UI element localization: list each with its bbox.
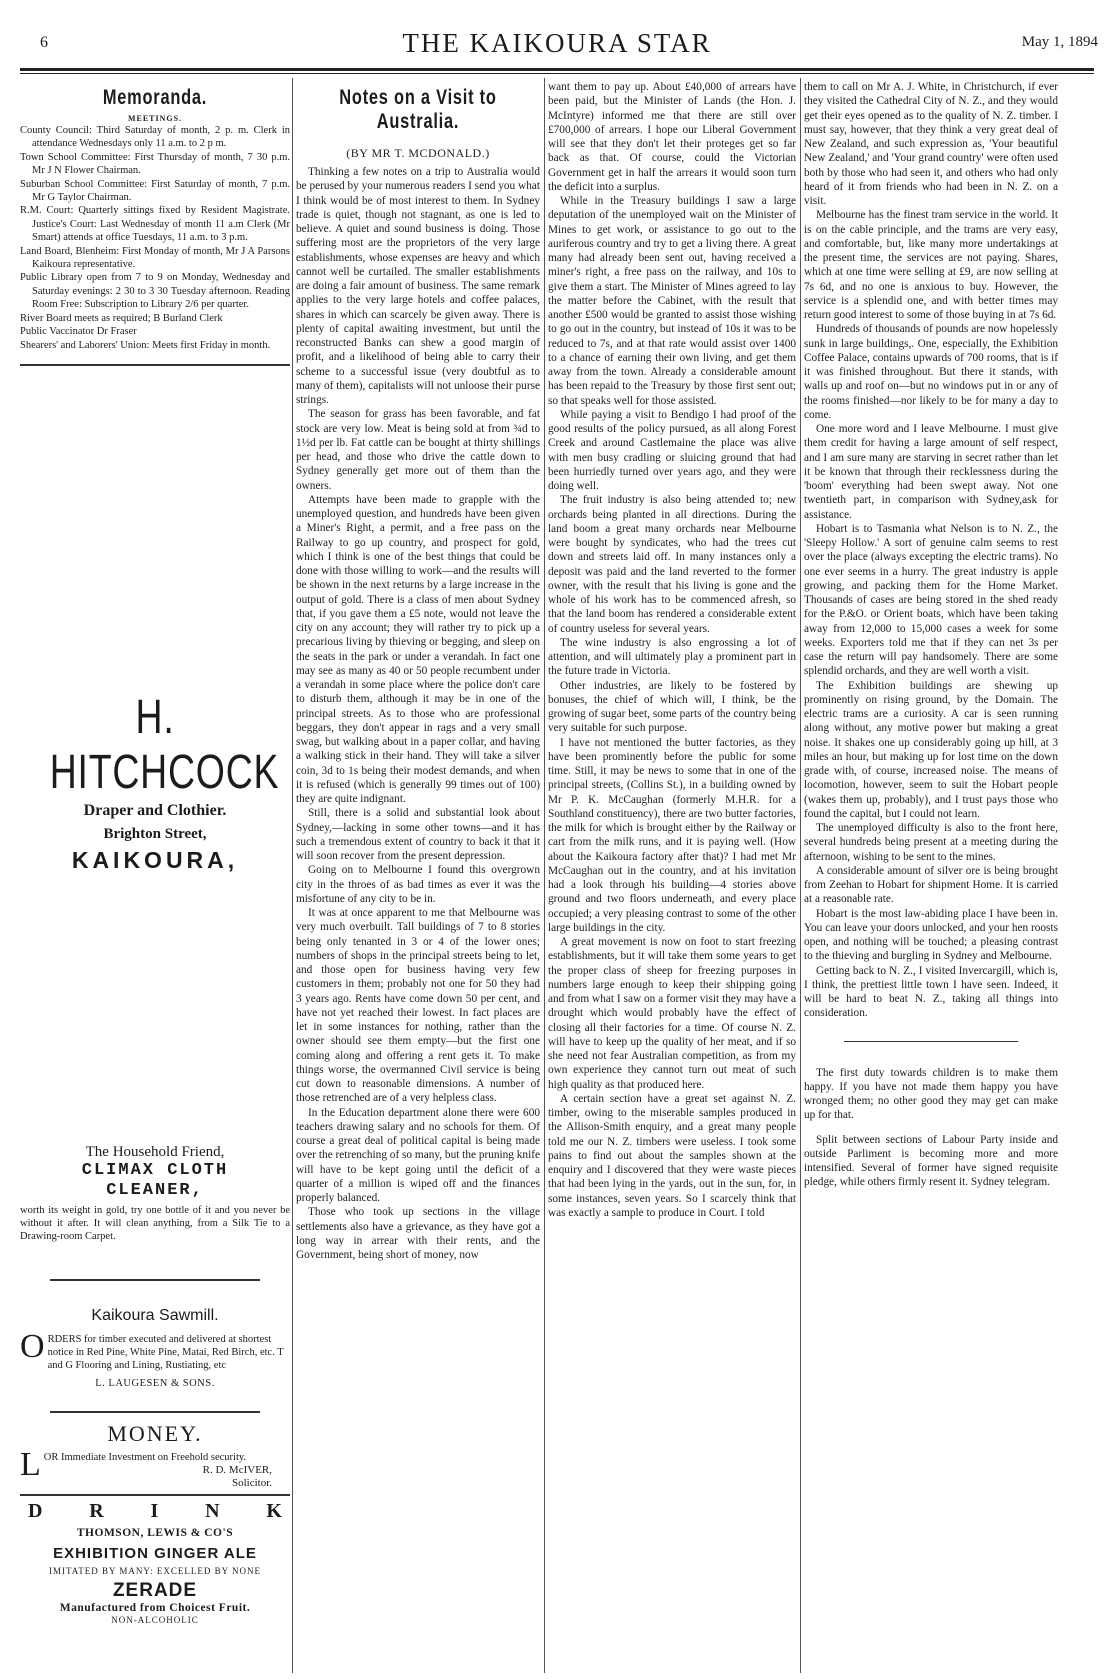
newspaper-title: THE KAIKOURA STAR [402, 28, 712, 58]
article-paragraph: Still, there is a solid and substantial look about Sydney,—lacking in some other towns—and it has such a tremendous extent of country to back it that it will soon recover from the present depression. [296, 807, 540, 862]
article-paragraph: A certain section have a great set against N. Z. timber, owing to the miserable samples produced in the Allison-Smith enquiry, and a great many people told me our N. Z. timbers were useless. I took some pains to find out about the samples shown at the enquiry and I discovered that they were waste pieces that had been lying in the yards, out in the sun, for, in some instances, seven years. So I scarcely think that was exactly a sample to produce in Court. I told [548, 1092, 796, 1219]
drink-note: NON-ALCOHOLIC [111, 1614, 199, 1625]
article-paragraph: A great movement is now on foot to start freezing establishments, but it will take them some years to get the proper class of sheep for freezing purposes in numbers large enough to keep their shipping going and from what I saw on a former visit they may have a drought which would probably have the effect of closing all their factories for a time. Of course N. Z. will have to keep up the quality of her meat, and if so she need not fear Australian competition, as from my own experience they cannot turn out meat of such high quality as that produced here. [548, 936, 796, 1091]
article-paragraph: Hundreds of thousands of pounds are now hopelessly sunk in large buildings,. One, especially, the Exhibition Coffee Palace, contains upwards of 700 rooms, that is if it was finished throughout. But there it stands, with walls up and roof on—but no windows put in or any of the rooms finished—nor likely to be for many a day to come. [804, 323, 1058, 421]
climax-name-line1: CLIMAX CLOTH [81, 1160, 229, 1180]
column-divider [544, 78, 545, 1673]
drink-tagline: IMITATED BY MANY: EXCELLED BY NONE [48, 1565, 262, 1576]
article-paragraph: Getting back to N. Z., I visited Invercargill, which is, I think, the prettiest little town I have seen. Indeed, it will be hard to beat N. Z., taking all things into consideration. [804, 964, 1058, 1020]
sawmill-dropcap: O [20, 1327, 45, 1365]
climax-description: worth its weight in gold, try one bottle of it and you never be without it after. It will clean anything, from a Silk Tie to a Drawing-room Carpet. [20, 1204, 290, 1242]
article-paragraph: The fruit industry is also being attended to; new orchards being planted in all directions. During the land boom a great many orchards near Melbourne were bought by syndicates, who had the trees cut down and streets laid off. In many instances only a deposit was paid and the land reverted to the former owner, with the result that his living is gone and the whole of his work has to be commenced afresh, so that the land boom has rendered a considerable extent of country useless for several years. [548, 494, 796, 635]
article-paragraph: Those who took up sections in the village settlements also have a grievance, as they have got a long way in arrear with their rents, and the Government, being short of money, now [296, 1206, 540, 1261]
sawmill-signature: L. LAUGESEN & SONS. [95, 1377, 215, 1389]
money-name: R. D. McIVER, [202, 1463, 272, 1476]
column-4 [804, 80, 1058, 1675]
article-body-col2 [296, 165, 540, 1262]
memo-entry: Public Vaccinator Dr Fraser [20, 326, 137, 338]
article-paragraph: The Exhibition buildings are shewing up prominently on rising ground, by the Domain. The electric trams are a curiosity. A car is seen running along without, any motive power but making a great noise. It shakes one up considerably going up hill, at 3 miles an hour, but making up for lost time on the down grade with, of course, increased noise. The means of locomotion, however, seem to suit the Hobart people (wakes them up, probably), and I trust pays those who found the capital, but I could not learn. [804, 679, 1058, 820]
article-paragraph: A considerable amount of silver ore is being brought from Zeehan to Hobart for shipment Home. It is carried at a reasonable rate. [804, 864, 1058, 906]
column-divider [800, 78, 801, 1673]
article-paragraph: One more word and I leave Melbourne. I must give them credit for having a large amount of self respect, and I am sure many are starving in secret rather than let it be known that through their recklessness during the 'boom' everything had been swept away. Not one twentieth part, in comparison with Sydney,ask for assistance. [804, 423, 1058, 521]
sawmill-text [20, 1327, 290, 1372]
article-title: Notes on a Visit to Australia. [339, 86, 497, 133]
sawmill-body: RDERS for timber executed and delivered at shortest notice in Red Pine, White Pine, Matai, Red Birch, etc. T and G Flooring and Lining, Rustiating, etc [47, 1333, 284, 1371]
drink-letter: N [205, 1499, 220, 1522]
memoranda-list [20, 124, 290, 352]
news-paragraph: Split between sections of Labour Party inside and outside Parliment is becoming more and more intensified. Several of former have signed requisite pledge, while others firmly resent it. Sydney telegram. [804, 1133, 1058, 1189]
memo-entry: Public Library open from 7 to 9 on Monday, Wednesday and Saturday evenings: 2 30 to 3 30 Tuesday afternoon. Reading Room Free: Subscription to Library 2/6 per quarter. [20, 272, 290, 311]
column-divider [292, 78, 293, 1673]
news-items [804, 1066, 1058, 1190]
memo-entry: R.M. Court: Quarterly sittings fixed by Resident Magistrate. Justice's Court: Last Wednesday of month 11 a.m Clerk (Mr Smart) attends at office Tuesdays, 11 a.m. to 3 p.m. [20, 205, 290, 244]
sawmill-heading: Kaikoura Sawmill. [91, 1306, 219, 1324]
column-1 [20, 80, 290, 1675]
article-body-col3 [548, 80, 796, 1220]
article-paragraph: Going on to Melbourne I found this overgrown city in the throes of as bad times as ever it was the misfortune of any city to be in. [296, 864, 540, 905]
meetings-subheading: MEETINGS. [127, 114, 183, 123]
article-paragraph: Attempts have been made to grapple with the unemployed question, and hundreds have been given a Miner's Right, a permit, and a free pass on the Railway to go up country, and prospect for gold, which I think is one of the best things that could be done with those willing to work—and the results will be shown in the next returns by a large increase in the output of gold. There is a class of men about Sydney that, if you gave them a £5 note, would not leave the city on any account; they will rather try to pick up a precarious living by thieving or begging, and sleep on the seats in the park or under a verandah. In fact one may see as many as 40 or 50 people recumbent under a verandah in some place where the police don't care to disturb them, although it may be in one of the principal streets. As to those who are professional beggars, they don't appear in rags and a very small swag, but walking about in a paper collar, and having a walking stick in their hand. They will take a silver coin, 3d to 1s being their modest demands, and when it is refused (which is generally 99 times out of 100) they are quite indignant. [296, 493, 540, 805]
article-paragraph: The season for grass has been favorable, and fat stock are very low. Meat is being sold at from ¾d to 1½d per lb. Fat cattle can be bought at thirty shillings per head, and those who drive the cattle down to Sydney generally get more out of them than the owners. [296, 408, 540, 492]
drink-maker: THOMSON, LEWIS & CO'S [76, 1526, 234, 1539]
article-paragraph: want them to pay up. About £40,000 of arrears have been paid, but the Minister of Lands (the Hon. J. McIntyre) informed me that there are still over £700,000 of arrears. I hope our Liberal Government will see that they don't let their proteges get so far back as that. Of course, could the Victorian Government get in half the arrears it would soon turn the deficit into a surplus. [548, 81, 796, 193]
climax-name-line2: CLEANER, [106, 1180, 204, 1200]
memo-entry: Shearers' and Laborers' Union: Meets first Friday in month. [20, 339, 271, 351]
article-paragraph: Other industries, are likely to be fostered by bonuses, the chief of which will, I think, be the growing of sugar beet, some parts of the country being very suitable for such purpose. [548, 679, 796, 735]
drink-product: EXHIBITION GINGER ALE [53, 1544, 257, 1562]
drink-banner [20, 1496, 290, 1523]
money-dropcap: L [20, 1445, 41, 1483]
article-paragraph: While paying a visit to Bendigo I had proof of the good results of the policy pursued, as all along Forest Creek and around Castlemaine the place was alive with men busy cradling or sluicing ground that had been hurriedly turned over years ago, and they were doing well. [548, 408, 796, 492]
drink-letter: K [266, 1499, 282, 1522]
page-number: 6 [40, 34, 48, 51]
article-paragraph: Thinking a few notes on a trip to Australia would be perused by your numerous readers I send you what I think would be of most interest to them. In Sydney trade is quiet, though not stagnant, as one is led to believe. A quiet and sound business is doing. Those suffering most are the proprietors of the very large establishments, whose expenses are heavy and which cannot well be curtailed. The smaller establishments are doing a fair amount of business. The same remark applies to the very large hotels and coffee palaces, shares in which can scarcely be given away. There is plenty of capital awaiting investment, but until the reconstructed Banks can shew a good margin of profit, and a likelihood of being able to carry their scheme to a successful issue (very doubtful as to many of them), capitalists will not unloose their purse strings. [296, 166, 540, 406]
hitchcock-town: KAIKOURA, [71, 846, 239, 873]
article-byline: (BY MR T. MCDONALD.) [346, 146, 490, 160]
money-role: Solicitor. [231, 1476, 272, 1489]
blank-space [20, 366, 290, 686]
hitchcock-name: H. HITCHCOCK [49, 690, 280, 799]
section-rule [844, 1041, 1018, 1042]
section-rule [50, 1411, 260, 1413]
article-paragraph: It was at once apparent to me that Melbourne was very much overbuilt. Tall buildings of 7 to 8 stories being only tenanted in 3 or 4 of the lower ones; numbers of shops in the principal streets being to let, and those open for business having very few customers in them; probably not one for 50 they had 3 years ago. Rents have come down 50 per cent, and have not yet reached their lowest. In fact places are let in some instances for nothing, rather than the owner should see them empty—but the first one coming along and offering a rent gets it. To make things worse, the overmanned Civil service is being cut down to reasonable dimensions. A number of those retrenched are of a very helpless class. [296, 907, 540, 1105]
memo-entry: Suburban School Committee: First Saturday of month, 7 p.m. Mr G Taylor Chairman. [20, 178, 290, 204]
article-paragraph: Hobart is the most law-abiding place I have been in. You can leave your doors unlocked, and your hen roosts open, and nothing will be touched; a pleasing contrast to the thieving and burgling in Sydney and Melbourne. [804, 907, 1058, 963]
memo-entry: Land Board, Blenheim: First Monday of month, Mr J A Parsons Kaikoura representative. [20, 245, 290, 271]
drink-letter: D [28, 1499, 43, 1522]
masthead-rule-thin [20, 73, 1094, 74]
article-paragraph: In the Education department alone there were 600 teachers drawing salary and no schools for them. Of course a great deal of political capital is being made over the retrenching of so many, but the pruning knife will have to be kept going until the deficit of a quarter of a million is wiped off and the finances properly balanced. [296, 1106, 540, 1204]
memo-entry: County Council: Third Saturday of month, 2 p. m. Clerk in attendance Wednesdays only 11 a.m. to 2 p m. [20, 125, 290, 150]
memoranda-heading: Memoranda. [102, 86, 208, 109]
drink-letter: R [89, 1499, 104, 1522]
article-paragraph: Hobart is to Tasmania what Nelson is to N. Z., the 'Sleepy Hollow.' A sort of genuine calm seems to rest over the place (always excepting the electric trams). No one ever seems in a hurry. The great industry is apple growing, and packing them for the Home Market. Thousands of cases are being stored in the shed ready for the P.&O. or Orient boats, which have been taking away from 12,000 to 15,000 cases a week for some weeks. Exporters told me that if they can net 3s per case the return will pay handsomely. There are some splendid orchards, and they are well worth a visit. [804, 522, 1058, 678]
masthead-rule [20, 68, 1094, 71]
money-body: OR Immediate Investment on Freehold security. [43, 1451, 247, 1463]
column-2 [296, 80, 540, 1675]
climax-intro: The Household Friend, [85, 1143, 225, 1160]
blank-space [20, 874, 290, 1144]
article-body-col4 [804, 80, 1058, 1021]
article-paragraph: Melbourne has the finest tram service in the world. It is on the cable principle, and the trams are very easy, and comfortable, but, like many more undertakings at the present time, the services are not paying. Shares, which at one time were selling at £9, are now selling at 7s 6d, and no one is anxious to buy. However, the service is a splendid one, and with better times may return good interest to some of those buying in at 7s 6d. [804, 209, 1058, 321]
drink-letter: I [150, 1499, 159, 1522]
article-paragraph: I have not mentioned the butter factories, as they have been prominently before the public for some time. Still, it may be news to some that in one of the principal streets, (Collins St.), in a building owned by Mr P. K. McCaughan (formerly M.H.R. for a Southland constituency), there are two butter factories, the milk for which is brought either by the Railway or cart from the milk runs, and it is paying well. (How about the Kaikoura factory after that)? I had met Mr McCaughan out in the country, and at his invitation had a look through his building—4 stories above ground and two floors underneath, and every place occupied; a very pleasing contrast to some of the other large buildings in the city. [548, 736, 796, 934]
article-paragraph: The wine industry is also engrossing a lot of attention, and will ultimately play a prominent part in the future trade in Victoria. [548, 636, 796, 678]
column-3 [548, 80, 796, 1675]
issue-date: May 1, 1894 [1021, 34, 1098, 50]
article-paragraph: While in the Treasury buildings I saw a large deputation of the unemployed wait on the Minister of Mines to get work, or assistance to go out to the auriferous country and try to get a living there. A great many had already been sent out, having received a miner's right, a free pass on the railway, and 10s to give them a start. The Minister of Mines agreed to lay the matter before the Cabinet, with the result that another £500 would be granted to assist those wishing to go out in the country, but instead of 10s it was to be reduced to 7s, and at that rate would assist over 1400 to a chance of earning their own living, and get them away from the town. Already a considerable amount has been repaid to the Treasury by those first sent out; so that speaks well for those assisted. [548, 195, 796, 407]
article-paragraph: them to call on Mr A. J. White, in Christchurch, if ever they visited the Cathedral City of N. Z., and they would get their eyes opened as to the quality of N. Z. timber. I must say, however, that they think a very great deal of New Zealand, and such expression as, 'Your beautiful New Zealand,' and 'Your grand country' were often used both by those who had seen it, and others who had only heard of it from friends who had been in N. Z. on a visit. [804, 81, 1058, 207]
hitchcock-street: Brighton Street, [103, 825, 207, 842]
memo-entry: Town School Committee: First Thursday of month, 7 30 p.m. Mr J N Flower Chairman. [20, 151, 290, 177]
memo-entry: River Board meets as required; B Burland Clerk [20, 312, 223, 324]
news-paragraph: The first duty towards children is to make them happy. If you have not made them happy you have wronged them; no other good they may get can make up for that. [804, 1066, 1058, 1122]
hitchcock-trade: Draper and Clothier. [83, 801, 227, 819]
drink-made-from: Manufactured from Choicest Fruit. [59, 1601, 251, 1614]
article-paragraph: The unemployed difficulty is also to the front here, several hundreds being present at a meeting during the afternoon, wishing to be sent to the mines. [804, 822, 1058, 863]
drink-brand: ZERADE [112, 1579, 198, 1601]
money-heading: MONEY. [107, 1420, 203, 1446]
